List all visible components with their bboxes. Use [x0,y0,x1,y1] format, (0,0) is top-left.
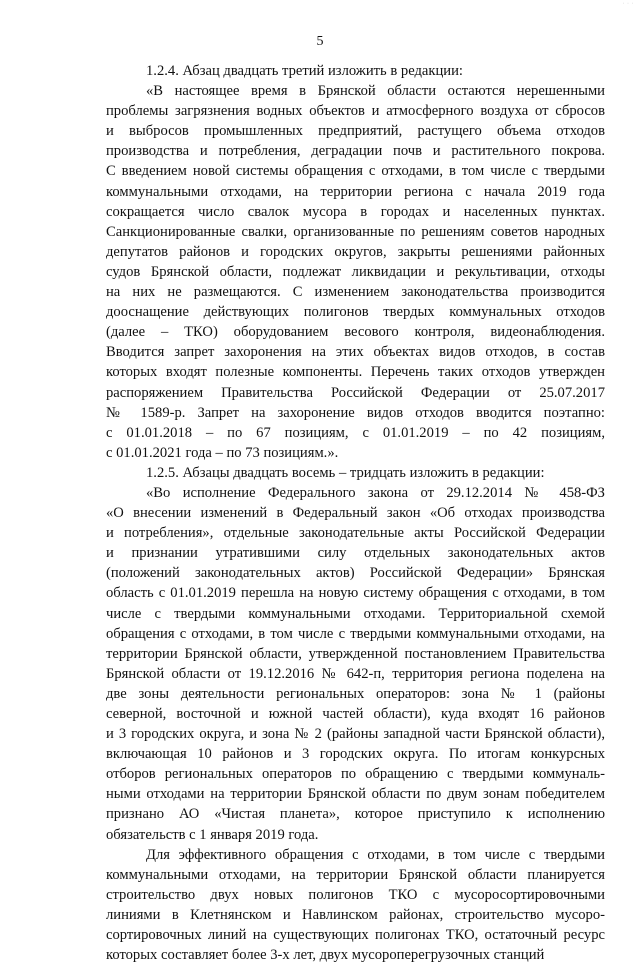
text-line: «Во исполнение Федерального закона от 29.12.2014 № 458-ФЗ [146,484,605,501]
text-line: проблемы загрязнения водных объектов и атмосферного воздуха от сбросов [106,103,605,120]
text-line: Брянской области от 19.12.2016 № 642-п, территория региона поделена на [106,665,605,682]
text-line: с 01.01.2018 – по 67 позициям, с 01.01.2019 – по 42 позициям, [106,424,605,441]
text-line: «О внесении изменений в Федеральный закон «Об отходах производства [106,505,605,522]
text-line: которых входят полезные компоненты. Перечень таких отходов утвержден [106,364,605,381]
text-line: № 1589-р. Запрет на захоронение видов отходов вводится поэтапно: [106,404,605,421]
text-line: признано АО «Чистая планета», которое приступило к исполнению [106,806,605,823]
text-line: сортировочных линий на существующих полигонах ТКО, остаточный ресурс [106,927,605,944]
text-line: 1.2.4. Абзац двадцать третий изложить в редакции: [146,63,463,79]
text-line: и 3 городских округа, и зона № 2 (районы западной части Брянской области), [106,726,605,743]
text-line: (далее – ТКО) оборудованием весового контроля, видеонаблюдения. [106,324,605,341]
text-line: Вводится запрет захоронения на этих объектах видов отходов, в состав [106,344,605,361]
text-line: 1.2.5. Абзацы двадцать восемь – тридцать изложить в редакции: [146,464,545,481]
text-line: (положений законодательных актов) Российской Федерации» Брянская [106,565,605,582]
text-line: с 01.01.2021 года – по 73 позициям.». [106,444,339,461]
text-line: дооснащение действующих полигонов твердых коммунальных отходов [106,304,605,321]
text-line: область с 01.01.2019 перешла на новую систему обращения с отходами, в том [106,585,605,602]
corner-scan-mark: · · · [622,1,634,7]
document-body [106,61,605,965]
paragraph [106,81,605,463]
text-line: две зоны деятельности региональных операторов: зона № 1 (районы [106,685,605,702]
text-line: северной, восточной и южной частей области), куда входят 16 районов [106,706,605,722]
text-line: включающая 10 районов и 3 городских округа. По итогам конкурсных [106,746,605,763]
text-line: строительство двух новых полигонов ТКО с мусоросортировочными [106,886,605,903]
paragraph [106,61,605,81]
text-line: территории Брянской области, утвержденной постановлением Правительства [106,645,605,662]
text-line: обязательств с 1 января 2019 года. [106,826,319,843]
text-line: которых составляет более 3-х лет, двух мусороперегрузочных станций [106,947,545,964]
text-line: и выбросов промышленных предприятий, растущего объема отходов [106,123,605,140]
text-line: коммунальными отходами, на территории Брянской области планируется [106,866,605,883]
text-line: сокращается число свалок мусора в городах и населенных пунктах. [106,203,605,220]
text-line: коммунальными отходами, на территории региона с начала 2019 года [106,183,605,200]
text-line: линиями в Клетнянском и Навлинском районах, строительство мусоро- [106,906,605,923]
text-line: на них не размещаются. С изменением законодательства производится [106,284,605,301]
text-line: депутатов районов и городских округов, закрыты решениями районных [106,243,605,260]
text-line: С введением новой системы обращения с отходами, в том числе с твердыми [106,163,605,180]
text-line: ными отходами на территории Брянской области по двум зонам победителем [106,786,605,803]
text-line: Для эффективного обращения с отходами, в том числе с твердыми [146,846,605,863]
page-number: 5 [316,34,324,49]
paragraph [106,463,605,483]
text-line: и потребления», отдельные законодательные акты Российской Федерации [106,525,605,542]
text-line: распоряжением Правительства Российской Федерации от 25.07.2017 [106,384,605,401]
text-line: судов Брянской области, подлежат ликвидации и рекультивации, отходы [106,263,605,280]
text-line: «В настоящее время в Брянской области остаются нерешенными [146,83,605,100]
text-line: производства и потребления, деградации почв и растительного покрова. [106,143,605,160]
text-line: отборов региональных операторов по обращению с твердыми коммуналь- [106,766,605,783]
text-line: числе с твердыми коммунальными отходами. Территориальной схемой [106,605,605,622]
paragraph [106,483,605,845]
text-line: Санкционированные свалки, организованные по решениям советов народных [106,223,605,240]
text-line: и признании утратившими силу отдельных законодательных актов [106,545,605,562]
text-line: обращения с отходами, в том числе с твердыми коммунальными отходами, на [106,625,605,642]
